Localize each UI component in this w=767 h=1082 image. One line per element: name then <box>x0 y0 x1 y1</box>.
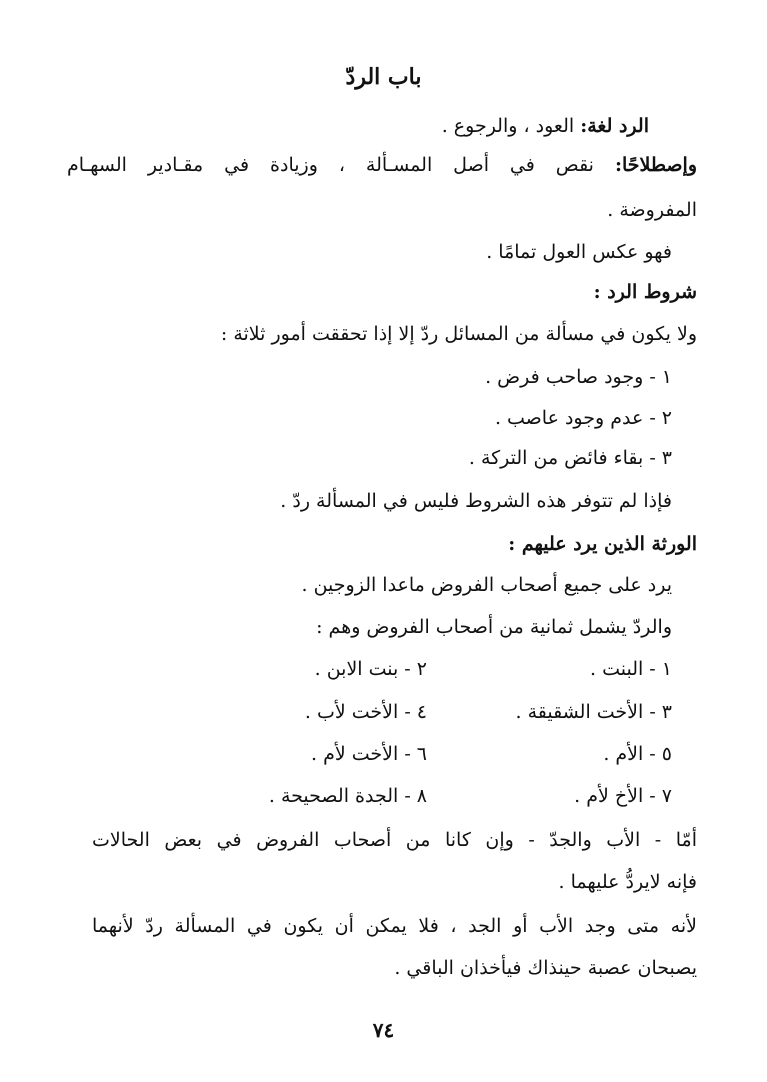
definition-linguistic <box>442 112 649 140</box>
conditions-outro: فإذا لم تتوفر هذه الشروط فليس في المسألة ردّ . <box>280 490 672 512</box>
definition-technical <box>67 151 697 179</box>
heir-item-6: ٦ - الأخت لأم . <box>311 743 427 765</box>
reason-line-2: يصبحان عصبة حينذاك فيأخذان الباقي . <box>394 957 697 979</box>
father-grandfather-line-2: فإنه لايردُّ عليهما . <box>558 871 697 893</box>
definition-technical-label: وإصطلاحًا: <box>614 154 697 176</box>
awl-comparison-note: فهو عكس العول تمامًا . <box>486 241 672 263</box>
definition-technical-text: نقص في أصل المسـألة ، وزيادة في مقـادير السهـام <box>67 154 594 176</box>
conditions-intro: ولا يكون في مسألة من المسائل ردّ إلا إذا تحققت أمور ثلاثة : <box>220 323 697 345</box>
heir-item-8: ٨ - الجدة الصحيحة . <box>268 785 427 807</box>
heir-item-2: ٢ - بنت الابن . <box>314 658 427 680</box>
condition-item-1: ١ - وجود صاحب فرض . <box>485 366 672 388</box>
page-number: ٧٤ <box>372 1018 395 1042</box>
heirs-line-1: يرد على جميع أصحاب الفروض ماعدا الزوجين . <box>301 574 672 596</box>
definition-technical-continued: المفروضة . <box>607 199 697 221</box>
heirs-line-2: والردّ يشمل ثمانية من أصحاب الفروض وهم : <box>316 616 672 638</box>
heir-item-5: ٥ - الأم . <box>603 743 672 765</box>
heir-item-4: ٤ - الأخت لأب . <box>304 701 427 723</box>
page-title: باب الردّ <box>345 64 422 90</box>
heir-item-1: ١ - البنت . <box>590 658 672 680</box>
condition-item-3: ٣ - بقاء فائض من التركة . <box>468 447 672 469</box>
condition-item-2: ٢ - عدم وجود عاصب . <box>494 407 672 429</box>
heir-item-7: ٧ - الأخ لأم . <box>574 785 672 807</box>
father-grandfather-line-1: أمّا - الأب والجدّ - وإن كانا من أصحاب الفروض في بعض الحالات <box>92 829 697 851</box>
heir-item-3: ٣ - الأخت الشقيقة . <box>515 701 672 723</box>
conditions-heading: شروط الرد : <box>593 281 697 303</box>
definition-linguistic-label: الرد لغة: <box>580 115 649 137</box>
definition-linguistic-text: العود ، والرجوع . <box>441 115 575 137</box>
reason-line-1: لأنه متى وجد الأب أو الجد ، فلا يمكن أن يكون في المسألة ردّ لأنهما <box>92 915 697 937</box>
heirs-heading: الورثة الذين يرد عليهم : <box>508 533 697 555</box>
